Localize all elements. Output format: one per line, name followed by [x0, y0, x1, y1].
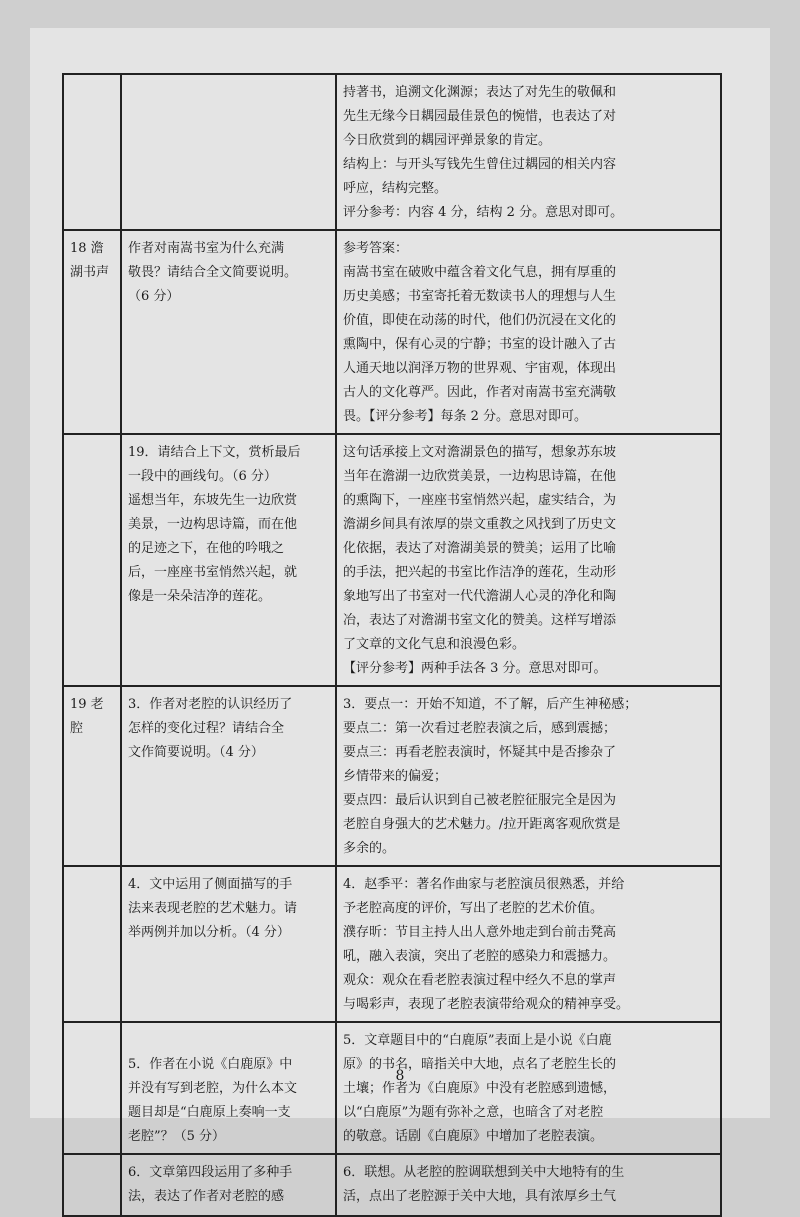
- section-cell: [63, 686, 121, 866]
- table-row: [63, 230, 721, 434]
- question-cell: 19．请结合上下文，赏析最后 一段中的画线句。（6 分） 遥想当年，东坡先生一边欣赏 美景，一边构思诗篇，而在他 的足迹之下，在他的吟哦之 后，一座座书室悄然兴起，就 像是一朵朵洁净的莲花。: [121, 434, 336, 686]
- question-cell: 5．作者在小说《白鹿原》中 并没有写到老腔，为什么本文 题目却是“白鹿原上奏响一支 老腔”？（5 分）: [121, 1022, 336, 1154]
- section-label: 19 老腔: [70, 697, 104, 736]
- table-row: [63, 1022, 721, 1154]
- table-row: [63, 866, 721, 1022]
- table-row: [63, 74, 721, 230]
- answer-cell: 这句话承接上文对澹湖景色的描写，想象苏东坡 当年在澹湖一边欣赏美景，一边构思诗篇，在他 的熏陶下，一座座书室悄然兴起，虚实结合，为 澹湖乡间具有浓厚的崇文重教之风找到了历史文 化依据，表达了对澹湖美景的赞美；运用了比喻 的手法，把兴起的书室比作洁净的莲花，生动形 象地写出了书室对一代代澹湖人心灵的净化和陶 冶，表达了对澹湖书室文化的赞美。这样写增添 了文章的文化气息和浪漫色彩。 【评分参考】两种手法各 3 分。意思对即可。: [336, 434, 721, 686]
- answer-cell: 6．联想。从老腔的腔调联想到关中大地特有的生 活，点出了老腔源于关中大地，具有浓厚乡土气: [336, 1154, 721, 1216]
- section-cell: [63, 230, 121, 434]
- answer-cell: 5．文章题目中的“白鹿原”表面上是小说《白鹿 原》的书名，暗指关中大地，点名了老腔生长的 土壤；作者为《白鹿原》中没有老腔感到遗憾， 以“白鹿原”为题有弥补之意，也暗含了对老腔 的敬意。话剧《白鹿原》中增加了老腔表演。: [336, 1022, 721, 1154]
- answer-cell: 4．赵季平：著名作曲家与老腔演员很熟悉，并给 予老腔高度的评价，写出了老腔的艺术价值。 濮存昕：节目主持人出人意外地走到台前击凳高 吼，融入表演，突出了老腔的感染力和震撼力。 观众：观众在看老腔表演过程中经久不息的掌声 与喝彩声，表现了老腔表演带给观众的精神享受。: [336, 866, 721, 1022]
- table-row: [63, 1154, 721, 1216]
- section-label: 18 澹湖书声: [70, 241, 110, 280]
- answer-table: [62, 73, 722, 1217]
- question-cell: 作者对南嵩书室为什么充满 敬畏？请结合全文简要说明。 （6 分）: [121, 230, 336, 434]
- section-cell: [63, 1154, 121, 1216]
- question-cell: [121, 74, 336, 230]
- page-number: 8: [395, 1068, 405, 1084]
- section-cell: [63, 434, 121, 686]
- answer-cell: 持著书，追溯文化渊源；表达了对先生的敬佩和 先生无缘今日耦园最佳景色的惋惜，也表达了对 今日欣赏到的耦园评弹景象的肯定。 结构上：与开头写钱先生曾住过耦园的相关内容 呼应，结构完整。 评分参考：内容 4 分，结构 2 分。意思对即可。: [336, 74, 721, 230]
- question-cell: 3．作者对老腔的认识经历了 怎样的变化过程？请结合全 文作简要说明。（4 分）: [121, 686, 336, 866]
- section-cell: [63, 1022, 121, 1154]
- answer-cell: 3．要点一：开始不知道，不了解，后产生神秘感； 要点二：第一次看过老腔表演之后，感到震撼； 要点三：再看老腔表演时，怀疑其中是否掺杂了 乡情带来的偏爱； 要点四：最后认识到自己被老腔征服完全是因为 老腔自身强大的艺术魅力。/拉开距离客观欣赏是 多余的。: [336, 686, 721, 866]
- table-row: [63, 686, 721, 866]
- question-cell: 4．文中运用了侧面描写的手 法来表现老腔的艺术魅力。请 举两例并加以分析。（4 分）: [121, 866, 336, 1022]
- table-row: [63, 434, 721, 686]
- section-cell: [63, 866, 121, 1022]
- answer-cell: 参考答案： 南嵩书室在破败中蕴含着文化气息，拥有厚重的 历史美感；书室寄托着无数读书人的理想与人生 价值，即使在动荡的时代，他们仍沉浸在文化的 熏陶中，保有心灵的宁静；书室的设计融入了古 人通天地以润泽万物的世界观、宇宙观，体现出 古人的文化尊严。因此，作者对南嵩书室充满敬 畏。【评分参考】每条 2 分。意思对即可。: [336, 230, 721, 434]
- document-page: [30, 28, 770, 1204]
- question-cell: 6．文章第四段运用了多种手 法，表达了作者对老腔的感: [121, 1154, 336, 1216]
- section-cell: [63, 74, 121, 230]
